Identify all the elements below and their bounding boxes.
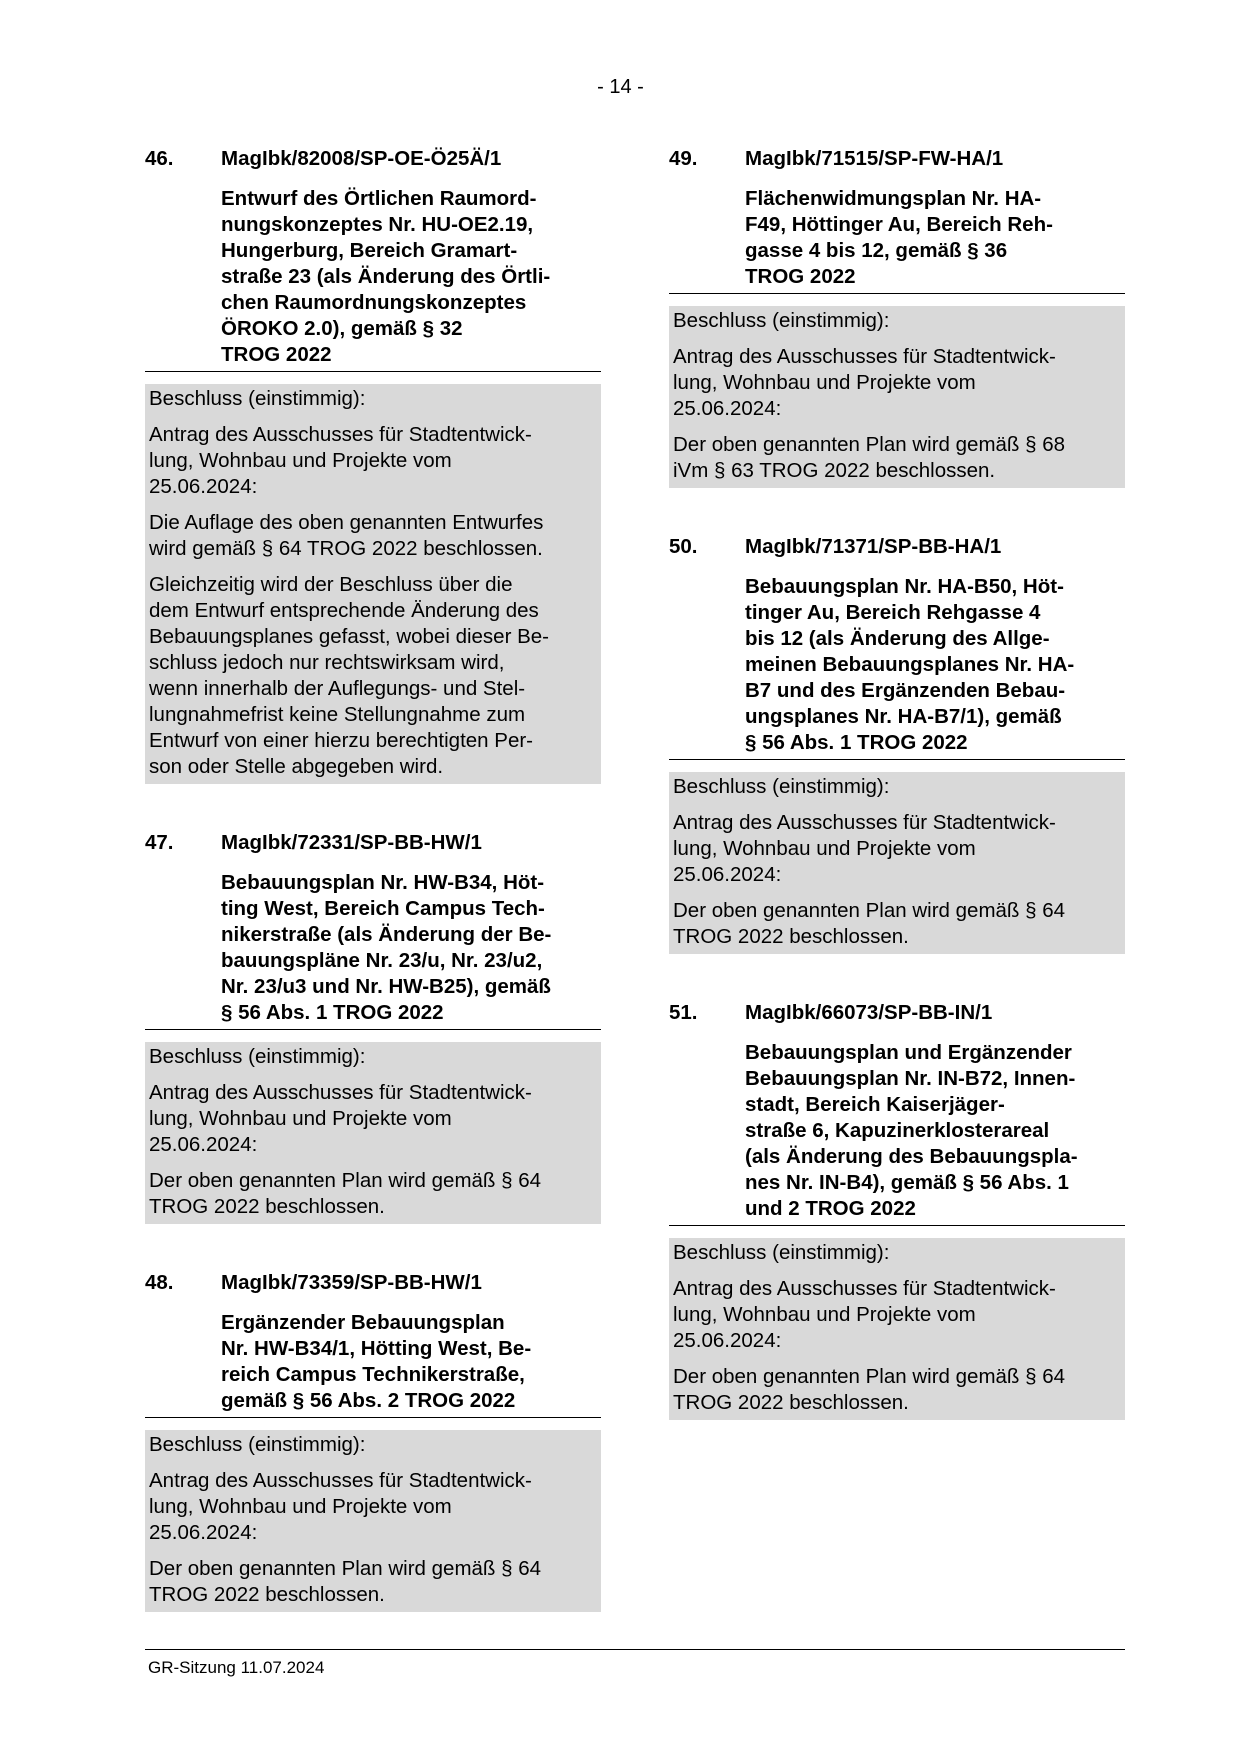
resolution-text: Antrag des Ausschusses für Stadtentwick- lung, Wohnbau und Projekte vom 25.06.2024: <box>149 1081 532 1156</box>
resolution-box <box>669 772 1125 954</box>
item-number: 46. <box>145 147 174 170</box>
agenda-item-51 <box>669 1000 1125 1420</box>
item-number: 48. <box>145 1271 174 1294</box>
item-title: Bebauungsplan Nr. HA-B50, Höt- tinger Au, Bereich Rehgasse 4 bis 12 (als Änderung des Allge- meinen Bebauungsplanes Nr. HA- B7 und des Ergänzenden Bebau- ungsplanes Nr. HA-B7/1), gemäß § 56 Abs. 1 TROG 2022 <box>745 575 1075 754</box>
item-number: 50. <box>669 535 698 558</box>
resolution-text: Antrag des Ausschusses für Stadtentwick- lung, Wohnbau und Projekte vom 25.06.2024: <box>673 345 1056 420</box>
agenda-item-49 <box>669 146 1125 488</box>
item-title: Ergänzender Bebauungsplan Nr. HW-B34/1, Hötting West, Be- reich Campus Technikerstraße, gemäß § 56 Abs. 2 TROG 2022 <box>221 1311 532 1412</box>
agenda-item-48 <box>145 1270 601 1612</box>
footer-text: GR-Sitzung 11.07.2024 <box>148 1658 325 1677</box>
item-heading <box>145 830 601 856</box>
item-reference: MagIbk/71371/SP-BB-HA/1 <box>745 535 1002 558</box>
resolution-text: Antrag des Ausschusses für Stadtentwick- lung, Wohnbau und Projekte vom 25.06.2024: <box>673 1277 1056 1352</box>
resolution-label: Beschluss (einstimmig): <box>673 775 890 798</box>
resolution-box <box>145 384 601 784</box>
agenda-item-50 <box>669 534 1125 954</box>
agenda-item-46 <box>145 146 601 784</box>
resolution-text: Der oben genannten Plan wird gemäß § 64 TROG 2022 beschlossen. <box>149 1169 542 1218</box>
item-heading <box>669 1000 1125 1026</box>
resolution-label: Beschluss (einstimmig): <box>149 1433 366 1456</box>
item-number: 49. <box>669 147 698 170</box>
item-title: Bebauungsplan und Ergänzender Bebauungsplan Nr. IN-B72, Innen- stadt, Bereich Kaiserjäger- straße 6, Kapuzinerklosterareal (als Änderung des Bebauungspla- nes Nr. IN-B4), gemäß § 56 Abs. 1 und 2 TROG 2022 <box>745 1041 1078 1220</box>
right-column <box>669 146 1125 1466</box>
resolution-text: Der oben genannten Plan wird gemäß § 64 TROG 2022 beschlossen. <box>149 1557 542 1606</box>
divider <box>669 1225 1125 1226</box>
item-number: 51. <box>669 1001 698 1024</box>
item-reference: MagIbk/82008/SP-OE-Ö25Ä/1 <box>221 147 502 170</box>
item-heading <box>145 1270 601 1296</box>
item-heading <box>145 146 601 172</box>
item-title: Bebauungsplan Nr. HW-B34, Höt- ting West, Bereich Campus Tech- nikerstraße (als Änderung der Be- bauungspläne Nr. 23/u, Nr. 23/u2, Nr. 23/u3 und Nr. HW-B25), gemäß § 56 Abs. 1 TROG 2022 <box>221 871 552 1024</box>
resolution-box <box>669 306 1125 488</box>
item-reference: MagIbk/72331/SP-BB-HW/1 <box>221 831 482 854</box>
resolution-label: Beschluss (einstimmig): <box>149 1045 366 1068</box>
divider <box>145 1029 601 1030</box>
footer-divider <box>145 1649 1125 1650</box>
resolution-text: Der oben genannten Plan wird gemäß § 68 iVm § 63 TROG 2022 beschlossen. <box>673 433 1066 482</box>
resolution-text: Die Auflage des oben genannten Entwurfes wird gemäß § 64 TROG 2022 beschlossen. <box>149 511 544 560</box>
resolution-label: Beschluss (einstimmig): <box>149 387 366 410</box>
item-reference: MagIbk/73359/SP-BB-HW/1 <box>221 1271 482 1294</box>
item-title: Entwurf des Örtlichen Raumord- nungskonzeptes Nr. HU-OE2.19, Hungerburg, Bereich Gramart- straße 23 (als Änderung des Örtli- chen Raumordnungskonzeptes ÖROKO 2.0), gemäß § 32 TROG 2022 <box>221 187 551 366</box>
page-number: - 14 - <box>597 76 644 98</box>
resolution-text: Gleichzeitig wird der Beschluss über die dem Entwurf entsprechende Änderung des Bebauungsplanes gefasst, wobei dieser Be- schluss jedoch nur rechtswirksam wird, wenn innerhalb der Auflegungs- und Stel- lungnahmefrist keine Stellungnahme zum Entwurf von einer hierzu berechtigten Per- son oder Stelle abgegeben wird. <box>149 573 550 778</box>
item-heading <box>669 146 1125 172</box>
resolution-box <box>669 1238 1125 1420</box>
resolution-label: Beschluss (einstimmig): <box>673 1241 890 1264</box>
resolution-text: Antrag des Ausschusses für Stadtentwick- lung, Wohnbau und Projekte vom 25.06.2024: <box>673 811 1056 886</box>
left-column <box>145 146 601 1658</box>
resolution-text: Antrag des Ausschusses für Stadtentwick- lung, Wohnbau und Projekte vom 25.06.2024: <box>149 1469 532 1544</box>
item-reference: MagIbk/66073/SP-BB-IN/1 <box>745 1001 993 1024</box>
divider <box>145 1417 601 1418</box>
resolution-label: Beschluss (einstimmig): <box>673 309 890 332</box>
resolution-box <box>145 1430 601 1612</box>
item-number: 47. <box>145 831 174 854</box>
divider <box>669 293 1125 294</box>
item-title: Flächenwidmungsplan Nr. HA- F49, Höttinger Au, Bereich Reh- gasse 4 bis 12, gemäß § 36 TROG 2022 <box>745 187 1053 288</box>
resolution-text: Der oben genannten Plan wird gemäß § 64 TROG 2022 beschlossen. <box>673 1365 1066 1414</box>
resolution-box <box>145 1042 601 1224</box>
item-heading <box>669 534 1125 560</box>
resolution-text: Antrag des Ausschusses für Stadtentwick- lung, Wohnbau und Projekte vom 25.06.2024: <box>149 423 532 498</box>
agenda-item-47 <box>145 830 601 1224</box>
divider <box>669 759 1125 760</box>
item-reference: MagIbk/71515/SP-FW-HA/1 <box>745 147 1004 170</box>
resolution-text: Der oben genannten Plan wird gemäß § 64 TROG 2022 beschlossen. <box>673 899 1066 948</box>
divider <box>145 371 601 372</box>
